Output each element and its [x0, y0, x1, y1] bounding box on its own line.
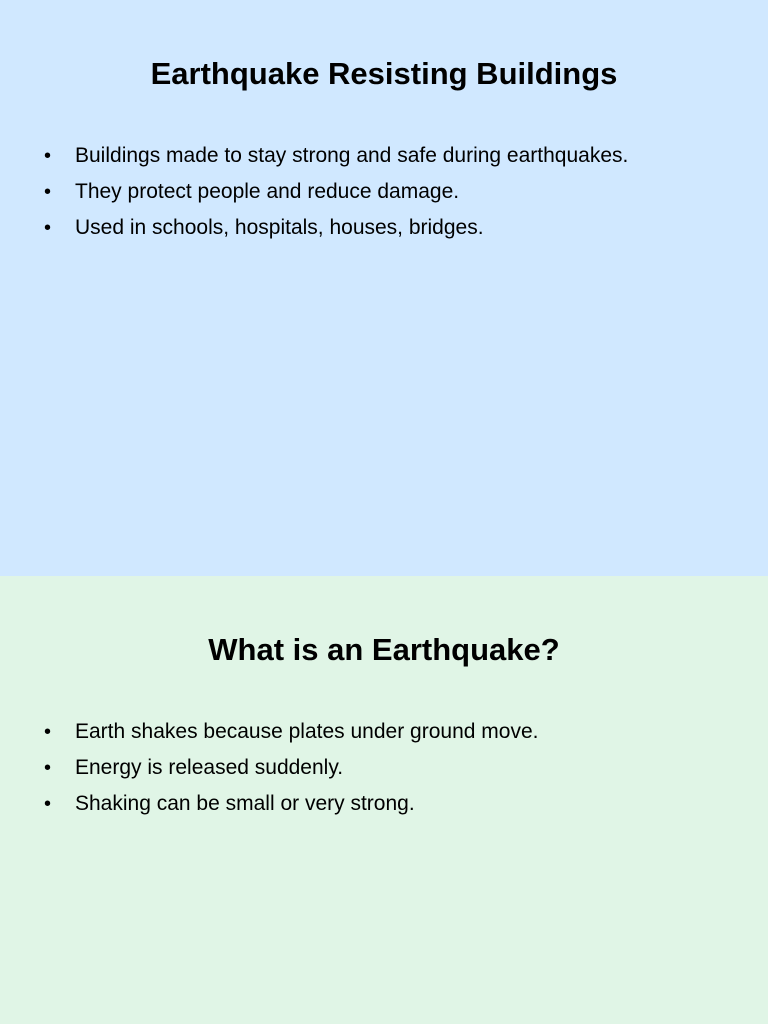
- slide-title: Earthquake Resisting Buildings: [150, 56, 618, 91]
- bullet-icon: •: [44, 757, 52, 779]
- list-item: [44, 717, 748, 753]
- bullet-text: They protect people and reduce damage.: [75, 180, 460, 203]
- bullet-text: Buildings made to stay strong and safe during earthquakes.: [75, 144, 629, 167]
- bullet-text: Energy is released suddenly.: [75, 756, 344, 779]
- bullet-text: Used in schools, hospitals, houses, bridges.: [75, 216, 484, 239]
- list-item: [44, 177, 748, 213]
- slide-title: What is an Earthquake?: [208, 632, 560, 667]
- bullet-icon: •: [44, 721, 52, 743]
- bullet-list: [44, 141, 748, 249]
- bullet-text: Earth shakes because plates under ground move.: [75, 720, 539, 743]
- list-item: [44, 141, 748, 177]
- list-item: [44, 789, 748, 825]
- bullet-icon: •: [44, 217, 52, 239]
- bullet-icon: •: [44, 793, 52, 815]
- bullet-list: [44, 717, 748, 825]
- list-item: [44, 753, 748, 789]
- slide-2: [0, 576, 768, 1024]
- bullet-text: Shaking can be small or very strong.: [75, 792, 415, 815]
- bullet-icon: •: [44, 181, 52, 203]
- bullet-icon: •: [44, 145, 52, 167]
- list-item: [44, 213, 748, 249]
